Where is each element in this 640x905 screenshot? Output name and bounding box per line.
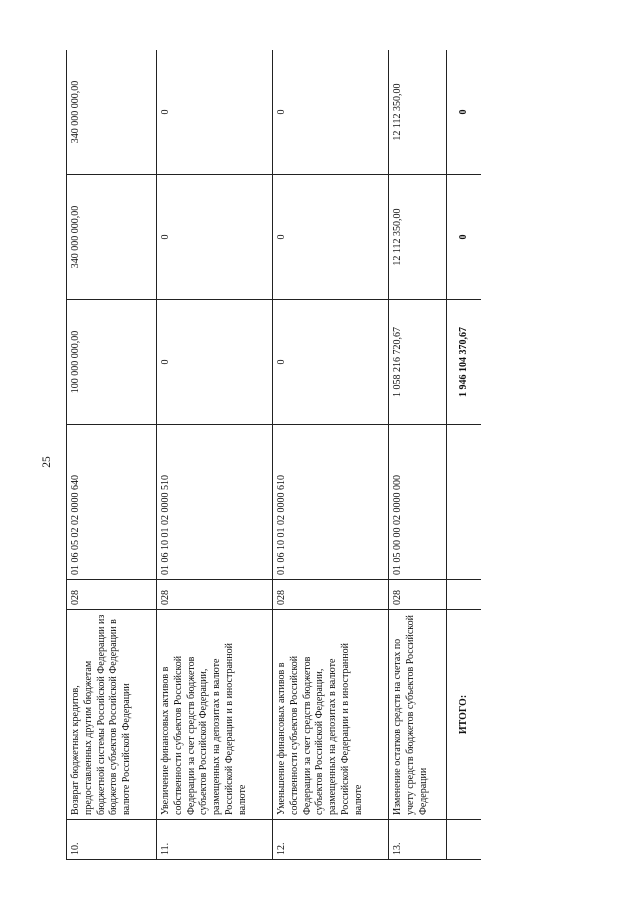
budget-table-area (66, 50, 481, 860)
amount-year2-cell: 0 (273, 175, 389, 300)
source-name-cell: Возврат бюджетных кредитов, предоставленных другим бюджетам бюджетной системы Российской Федерации из бюджетов субъектов Российской Федерации в валюте Российской Федерации (67, 610, 157, 820)
amount-year3-cell: 340 000 000,00 (67, 50, 157, 175)
empty-admin-cell (447, 580, 482, 610)
budget-sources-table (66, 50, 481, 860)
table-row (67, 50, 157, 860)
total-year3-cell: 0 (447, 50, 482, 175)
page-number (40, 452, 54, 472)
amount-year3-cell: 0 (273, 50, 389, 175)
admin-code-cell: 028 (389, 580, 447, 610)
source-name-cell: Изменение остатков средств на счетах по учету средств бюджетов субъектов Российской Федерации (389, 610, 447, 820)
row-number-cell: 12. (273, 820, 389, 860)
budget-code-cell: 01 06 10 01 02 0000 510 (157, 425, 273, 580)
row-number-cell: 10. (67, 820, 157, 860)
budget-code-cell: 01 05 00 00 02 0000 000 (389, 425, 447, 580)
amount-year3-cell: 12 112 350,00 (389, 50, 447, 175)
total-year1-cell: 1 946 104 370,67 (447, 300, 482, 425)
row-number-cell: 13. (389, 820, 447, 860)
amount-year2-cell: 340 000 000,00 (67, 175, 157, 300)
total-row (447, 50, 482, 860)
budget-code-cell: 01 06 10 01 02 0000 610 (273, 425, 389, 580)
amount-year1-cell: 0 (157, 300, 273, 425)
budget-code-cell: 01 06 05 02 02 0000 640 (67, 425, 157, 580)
table-row (157, 50, 273, 860)
admin-code-cell: 028 (157, 580, 273, 610)
amount-year1-cell: 100 000 000,00 (67, 300, 157, 425)
source-name-cell: Увеличение финансовых активов в собственности субъектов Российской Федерации за счет средств бюджетов субъектов Российской Федерации, размещенных на депозитах в валюте Российской Федерации и в иностранной валюте (157, 610, 273, 820)
total-label-cell: ИТОГО: (447, 610, 482, 820)
row-number-cell: 11. (157, 820, 273, 860)
admin-code-cell: 028 (273, 580, 389, 610)
total-year2-cell: 0 (447, 175, 482, 300)
amount-year1-cell: 1 058 216 720,67 (389, 300, 447, 425)
source-name-cell: Уменьшение финансовых активов в собственности субъектов Российской Федерации за счет средств бюджетов субъектов Российской Федерации, размещенных на депозитах в валюте Российской Федерации и в иностранной валюте (273, 610, 389, 820)
empty-code-cell (447, 425, 482, 580)
amount-year2-cell: 12 112 350,00 (389, 175, 447, 300)
table-row (273, 50, 389, 860)
amount-year2-cell: 0 (157, 175, 273, 300)
table-row (389, 50, 447, 860)
amount-year3-cell: 0 (157, 50, 273, 175)
empty-number-cell (447, 820, 482, 860)
admin-code-cell: 028 (67, 580, 157, 610)
page-number-text: 25 (41, 456, 53, 468)
amount-year1-cell: 0 (273, 300, 389, 425)
